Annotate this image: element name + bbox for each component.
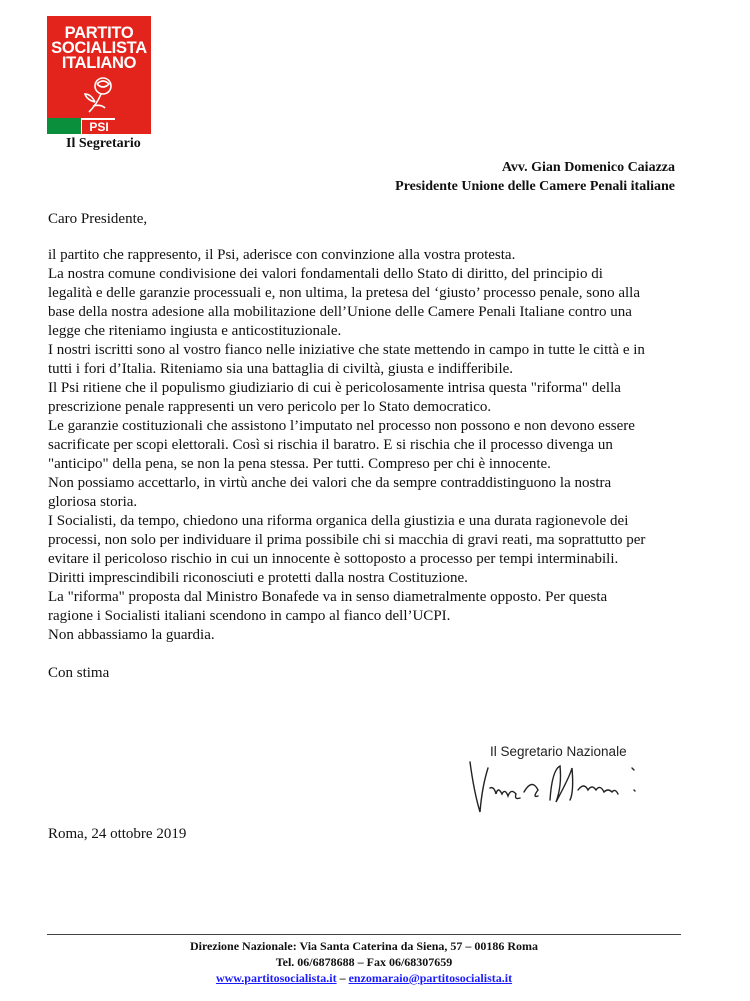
- regards: Con stima: [48, 665, 110, 681]
- body-line: gloriosa storia.: [48, 494, 138, 510]
- body-line: Il Psi ritiene che il populismo giudiziario di cui è pericolosamente intrisa questa "riforma" della: [48, 380, 621, 396]
- psi-logo: [47, 16, 151, 134]
- body-line: legalità e delle garanzie processuali e, non ultima, la pretesa del ‘giusto’ processo penale, sono alla: [48, 285, 640, 301]
- body-line: evitare il pericoloso rischio in cui un innocente è sottoposto a processo per tempi interminabili.: [48, 551, 619, 567]
- footer-separator: –: [336, 971, 349, 985]
- body-line: prescrizione penale rappresenti un vero pericolo per lo Stato democratico.: [48, 399, 492, 415]
- email-link[interactable]: enzomaraio@partitosocialista.it: [348, 971, 513, 985]
- addressee-title: Presidente Unione delle Camere Penali italiane: [395, 179, 675, 194]
- rose-icon: [83, 74, 117, 114]
- body-line: Diritti imprescindibili riconosciuti e protetti dalla nostra Costituzione.: [48, 570, 468, 586]
- logo-line-3: ITALIANO: [61, 54, 137, 72]
- logo-text: [47, 26, 151, 71]
- closing-line: Non abbassiamo la guardia.: [48, 627, 215, 643]
- body-line: I Socialisti, da tempo, chiedono una riforma organica della giustizia e una durata ragionevole dei: [48, 513, 629, 529]
- body-line: "anticipo" della pena, se non la pena stessa. Per tutti. Compreso per chi è innocente.: [48, 456, 551, 472]
- body-line: Le garanzie costituzionali che assistono l’imputato nel processo non possono e non devono essere: [48, 418, 635, 434]
- letter-body: [48, 246, 698, 626]
- body-line: La nostra comune condivisione dei valori fondamentali dello Stato di diritto, del principio di: [48, 266, 603, 282]
- website-link[interactable]: www.partitosocialista.it: [215, 971, 337, 985]
- psi-badge-label: PSI: [82, 120, 115, 134]
- signature-block: [460, 740, 660, 830]
- body-line: I nostri iscritti sono al vostro fianco nelle iniziative che state mettendo in campo in tutte le città e in: [48, 342, 645, 358]
- footer: [47, 938, 681, 986]
- body-line: ragione i Socialisti italiani scendono in campo al fianco dell’UCPI.: [48, 608, 451, 624]
- body-line: il partito che rappresento, il Psi, aderisce con convinzione alla vostra protesta.: [48, 247, 516, 263]
- place-date: Roma, 24 ottobre 2019: [48, 826, 187, 842]
- body-line: La "riforma" proposta dal Ministro Bonafede va in senso diametralmente opposto. Per questa: [48, 589, 608, 605]
- footer-contacts: [47, 970, 681, 986]
- body-line: sacrificate per scopi elettorali. Così si rischia il baratro. E si rischia che il processo divenga un: [48, 437, 613, 453]
- logo-line-1: PARTITO: [64, 24, 134, 42]
- footer-divider: [47, 934, 681, 935]
- addressee-name: Avv. Gian Domenico Caiazza: [501, 160, 675, 175]
- body-line: processi, non solo per individuare il prima possibile chi si macchia di gravi reati, ma soprattutto per: [48, 532, 646, 548]
- body-line: tutti i fori d’Italia. Riteniamo sia una battaglia di civiltà, giusta e indifferibile.: [48, 361, 514, 377]
- psi-badge: [47, 120, 151, 134]
- addressee-block: [395, 158, 675, 196]
- body-line: Non possiamo accettarlo, in virtù anche dei valori che da sempre contraddistinguono la nostra: [48, 475, 612, 491]
- sender-role: Il Segretario: [66, 136, 141, 151]
- salutation: Caro Presidente,: [48, 211, 148, 227]
- footer-phone: Tel. 06/6878688 – Fax 06/68307659: [275, 955, 453, 969]
- handwritten-signature: [460, 740, 660, 830]
- signature-title: Il Segretario Nazionale: [490, 744, 627, 759]
- body-line: legge che riteniamo ingiusta e anticostituzionale.: [48, 323, 342, 339]
- logo-line-2: SOCIALISTA: [51, 39, 147, 57]
- footer-address: Direzione Nazionale: Via Santa Caterina da Siena, 57 – 00186 Roma: [189, 939, 539, 953]
- body-line: base della nostra adesione alla mobilitazione dell’Unione delle Camere Penali Italiane contro una: [48, 304, 632, 320]
